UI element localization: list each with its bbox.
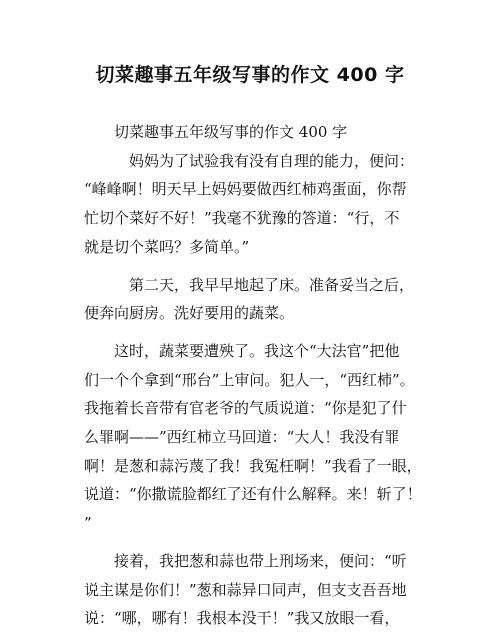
text-line: 们一个个拿到“邢台”上审问。犯人一，“西红柿”。 [84, 370, 415, 389]
article-body [84, 118, 429, 633]
text-line: 妈妈为了试验我有没有自理的能力，便问： [84, 151, 415, 170]
paragraph-gap [84, 538, 429, 547]
text-line: 啊！是葱和蒜污蔑了我！我冤枉啊！”我看了一眼， [84, 456, 422, 475]
text-line: 说：“哪，哪有！我根本没干！”我又放眼一看， [84, 609, 400, 628]
text-line: 第二天，我早早地起了床。准备妥当之后， [84, 275, 415, 294]
text-line: 忙切个菜好不好！”我毫不犹豫的答道：“行，不 [84, 209, 400, 228]
text-line: 这时，蔬菜要遭殃了。我这个“大法官”把他 [84, 341, 400, 360]
text-line: 我拖着长音带有官老爷的气质说道：“你是犯了什 [84, 399, 407, 418]
text-line: 便奔向厨房。洗好要用的蔬菜。 [84, 304, 295, 323]
text-line: 说道：“你撒谎脸都红了还有什么解释。来！斩了！ [84, 485, 422, 504]
text-line: “峰峰啊！明天早上妈妈要做西红柿鸡蛋面，你帮 [84, 180, 407, 199]
paragraph-gap [84, 262, 429, 271]
text-line: ” [84, 514, 92, 533]
text-line: 说主谋是你们！”葱和蒜异口同声，但支支吾吾地 [84, 580, 407, 599]
document-title: 切菜趣事五年级写事的作文 400 字 [95, 64, 405, 86]
text-line: 么罪啊——”西红柿立马回道：“大人！我没有罪 [84, 428, 400, 447]
paragraph-gap [84, 328, 429, 337]
text-line: 接着，我把葱和蒜也带上刑场来，便问：“听 [84, 551, 407, 570]
text-line: 就是切个菜吗？多简单。” [84, 237, 250, 256]
text-line: 切菜趣事五年级写事的作文 400 字 [84, 123, 348, 141]
